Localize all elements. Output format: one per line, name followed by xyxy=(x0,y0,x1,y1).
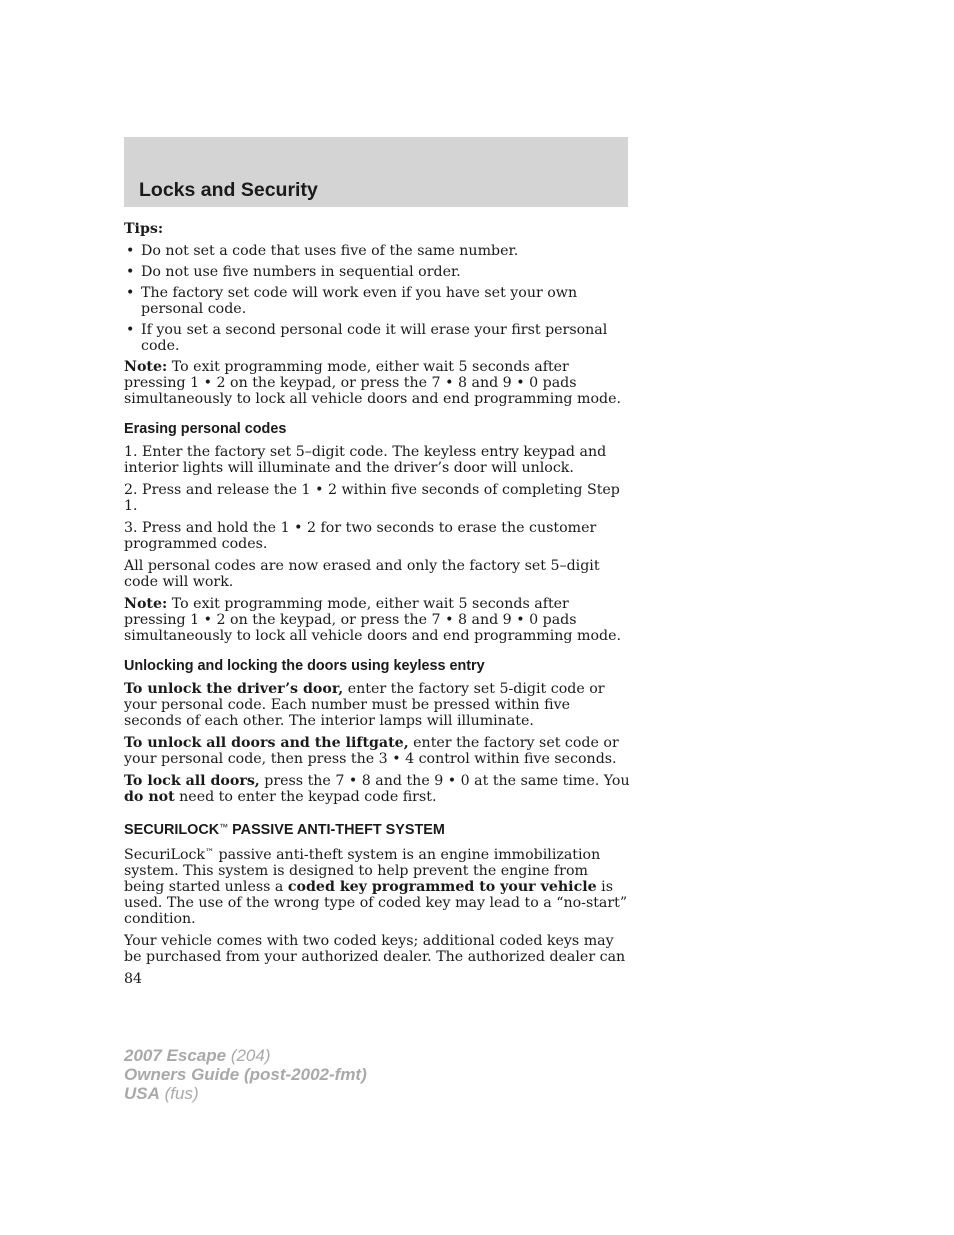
section-title: Locks and Security xyxy=(139,179,318,201)
bold-emphasis: do not xyxy=(124,789,175,805)
tips-list xyxy=(124,243,630,354)
footer-line-1 xyxy=(124,1046,367,1065)
keyless-paragraph-1 xyxy=(124,681,630,729)
bold-lead: To unlock all doors and the liftgate, xyxy=(124,735,409,751)
footer-model-code: (204) xyxy=(226,1046,271,1065)
note-label: Note: xyxy=(124,359,168,375)
footer-guide: Owners Guide (post-2002-fmt) xyxy=(124,1065,367,1084)
erasing-summary: All personal codes are now erased and only the factory set 5–digit code will work. xyxy=(124,558,600,590)
keyless-heading: Unlocking and locking the doors using keyless entry xyxy=(124,658,485,674)
body-text: is used. The use of the wrong type of coded key may lead to a “no-start” condition. xyxy=(124,879,628,927)
erasing-step-3: 3. Press and hold the 1 • 2 for two seconds to erase the customer programmed codes. xyxy=(124,520,597,552)
list-item: • Do not set a code that uses five of the same number. xyxy=(124,243,630,259)
note-paragraph xyxy=(124,359,630,407)
note-label: Note: xyxy=(124,596,168,612)
trademark-mark: ™ xyxy=(205,848,215,858)
list-item: • The factory set code will work even if you have set your own personal code. xyxy=(124,285,630,317)
keyless-paragraph-2 xyxy=(124,735,630,767)
erasing-step-1: 1. Enter the factory set 5–digit code. The keyless entry keypad and interior lights will illuminate and the driver’s door will unlock. xyxy=(124,444,607,476)
list-item: • If you set a second personal code it will erase your first personal code. xyxy=(124,322,630,354)
body-text: need to enter the keypad code first. xyxy=(174,789,437,805)
bold-lead: To lock all doors, xyxy=(124,773,260,789)
page-content xyxy=(124,221,630,993)
erasing-step-2: 2. Press and release the 1 • 2 within five seconds of completing Step 1. xyxy=(124,482,620,514)
securilock-heading xyxy=(124,819,630,839)
footer-market: USA xyxy=(124,1084,160,1103)
footer-market-code: (fus) xyxy=(159,1084,199,1103)
body-text: enter the factory set code or your personal code, then press the 3 • 4 control within five seconds. xyxy=(124,735,619,767)
tips-label: Tips: xyxy=(124,221,164,237)
footer-model: 2007 Escape xyxy=(124,1046,227,1065)
note-text: To exit programming mode, either wait 5 seconds after pressing 1 • 2 on the keypad, or press the 7 • 8 and 9 • 0 pads simultaneously to lock all vehicle doors and end programming mode. xyxy=(124,359,621,407)
trademark-mark: ™ xyxy=(219,822,229,832)
body-text: press the 7 • 8 and the 9 • 0 at the same time. You xyxy=(259,773,630,789)
bold-emphasis: coded key programmed to your vehicle xyxy=(287,879,597,895)
securilock-paragraph-1 xyxy=(124,845,630,927)
heading-text: SECURILOCK xyxy=(124,822,220,838)
list-item: • Do not use five numbers in sequential order. xyxy=(124,264,630,280)
keyless-paragraph-3 xyxy=(124,773,630,805)
bold-lead: To unlock the driver’s door, xyxy=(124,681,344,697)
erasing-heading: Erasing personal codes xyxy=(124,421,287,437)
note-text: To exit programming mode, either wait 5 seconds after pressing 1 • 2 on the keypad, or press the 7 • 8 and 9 • 0 pads simultaneously to lock all vehicle doors and end programming mode. xyxy=(124,596,621,644)
body-text: SecuriLock xyxy=(124,847,206,863)
heading-text: PASSIVE ANTI-THEFT SYSTEM xyxy=(228,822,445,838)
body-text: passive anti-theft system is an engine immobilization system. This system is designed to help prevent the engine from being started unless a xyxy=(124,847,601,895)
section-header-band xyxy=(124,137,628,207)
securilock-paragraph-2: Your vehicle comes with two coded keys; additional coded keys may be purchased from your authorized dealer. The authorized dealer can xyxy=(124,933,626,965)
footer-line-3 xyxy=(124,1084,367,1103)
body-text: enter the factory set 5-digit code or your personal code. Each number must be pressed within five seconds of each other. The interior lamps will illuminate. xyxy=(124,681,605,729)
page-number: 84 xyxy=(124,971,143,987)
document-footer xyxy=(124,1046,367,1103)
footer-line-2 xyxy=(124,1065,367,1084)
note-paragraph xyxy=(124,596,630,644)
